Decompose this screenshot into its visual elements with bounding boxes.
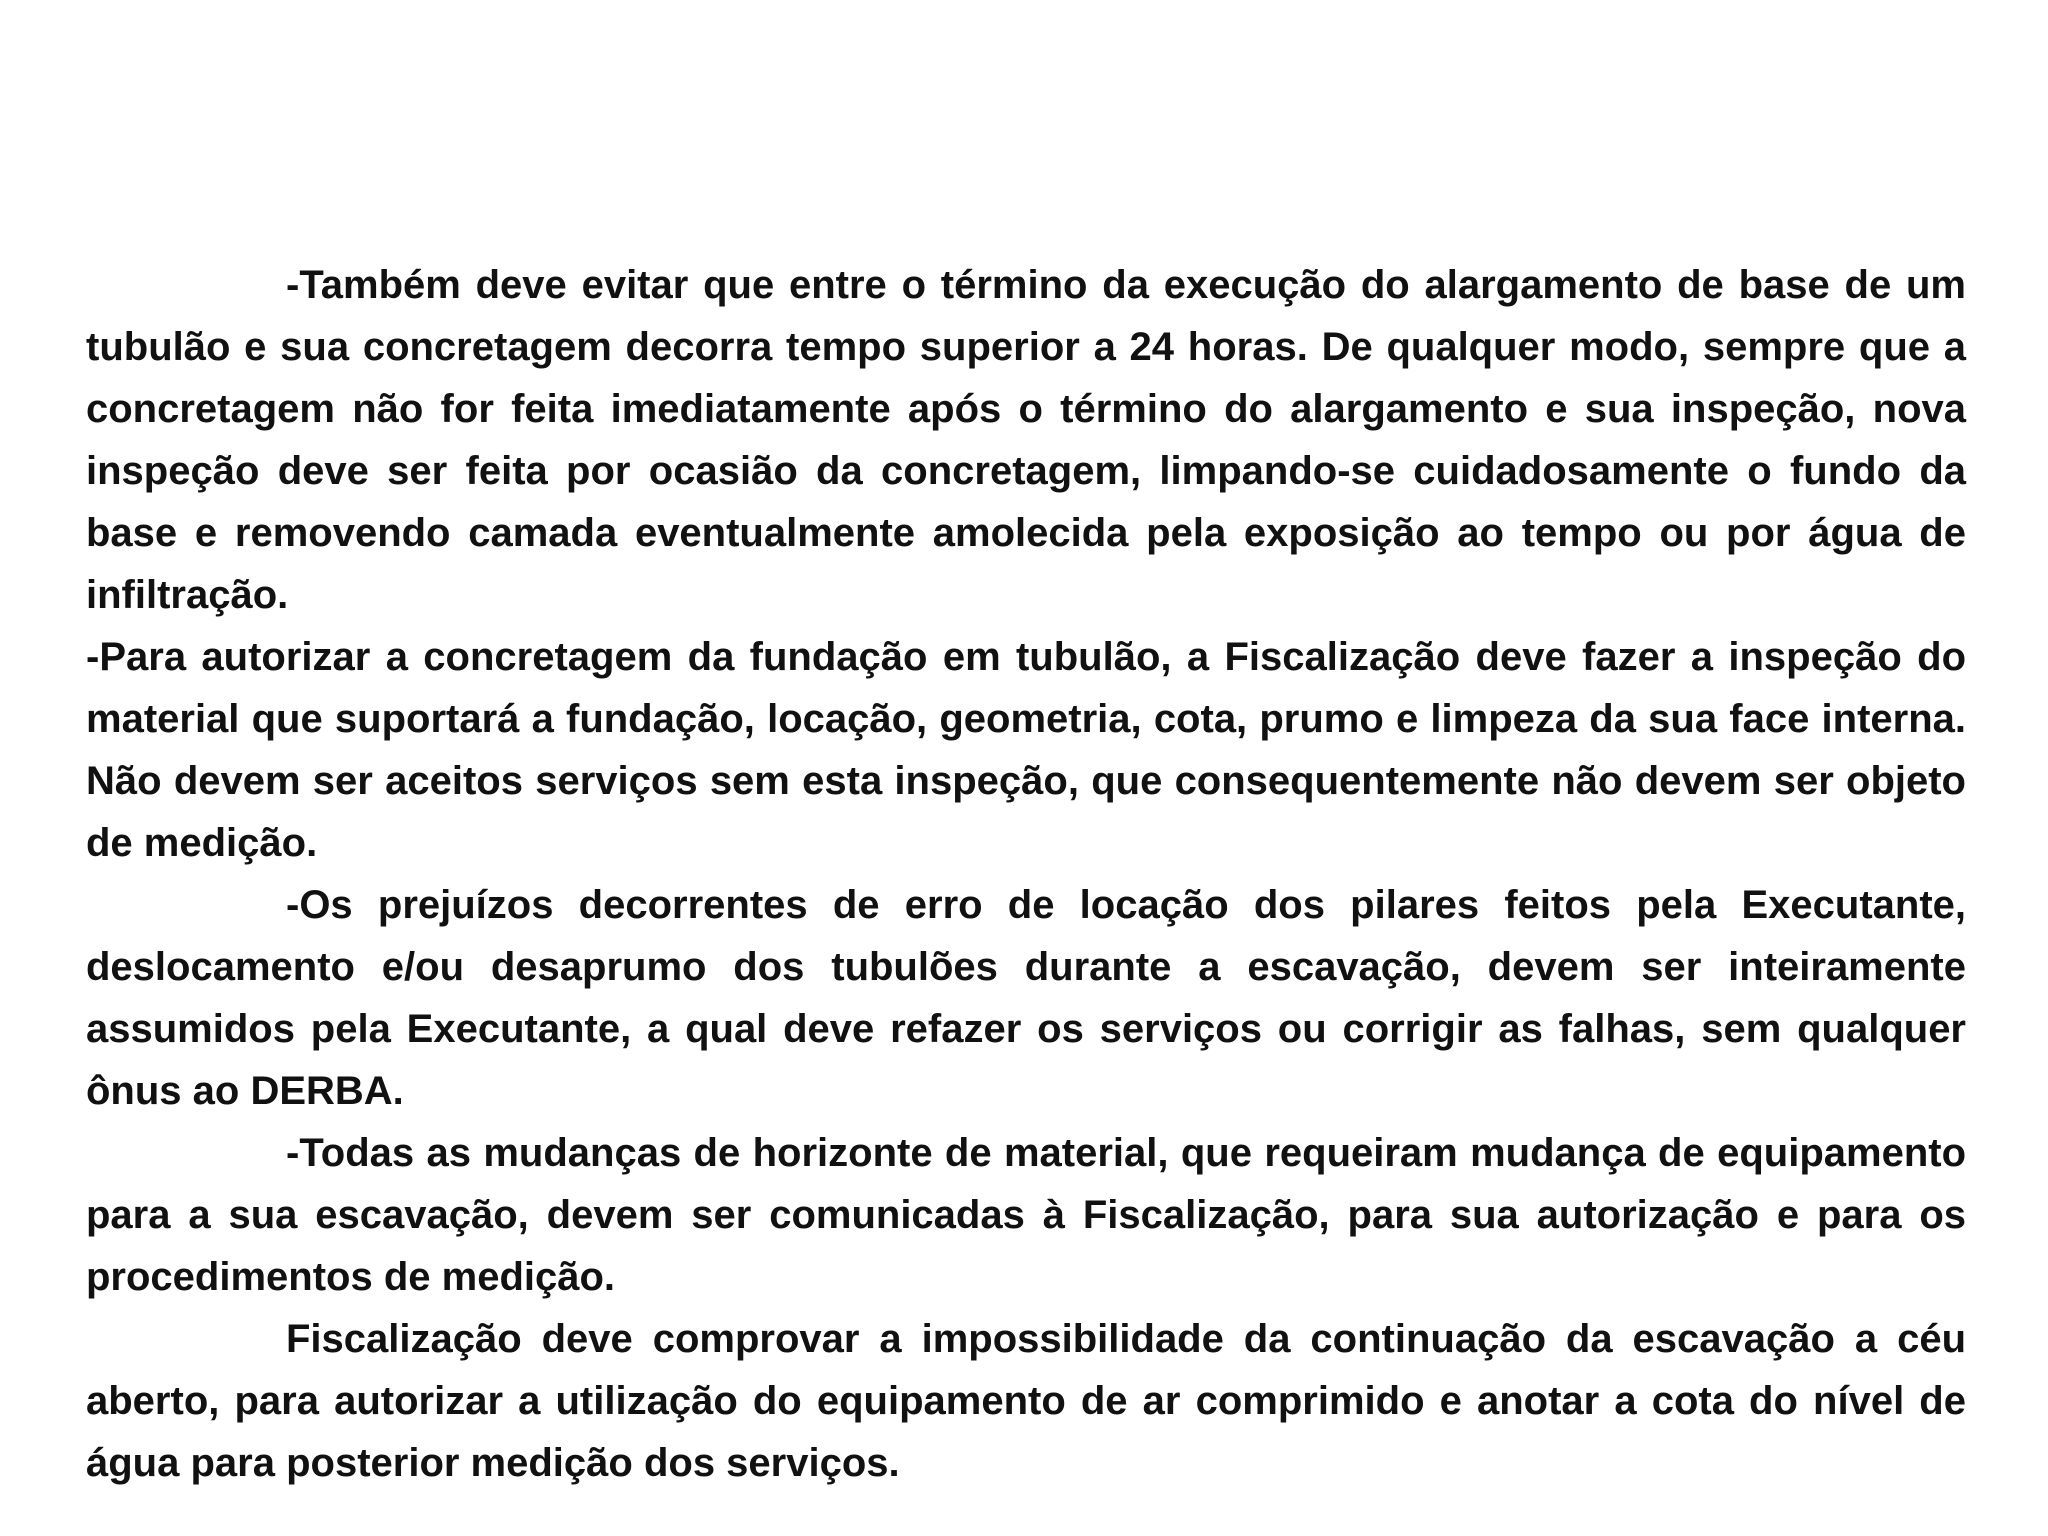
paragraph-4: -Todas as mudanças de horizonte de material, que requeiram mudança de equipamento para a sua escavação, devem ser comunicadas à Fiscalização, para sua autorização e para os procedimentos de medição. [86,1131,1966,1299]
document-body [86,254,1966,1494]
paragraph-1: -Também deve evitar que entre o término da execução do alargamento de base de um tubulão e sua concretagem decorra tempo superior a 24 horas. De qualquer modo, sempre que a concretagem não for feita imediatamente após o término do alargamento e sua inspeção, nova inspeção deve ser feita por ocasião da concretagem, limpando-se cuidadosamente o fundo da base e removendo camada eventualmente amolecida pela exposição ao tempo ou por água de infiltração. [86,263,1966,617]
paragraph-3: -Os prejuízos decorrentes de erro de locação dos pilares feitos pela Executante, deslocamento e/ou desaprumo dos tubulões durante a escavação, devem ser inteiramente assumidos pela Executante, a qual deve refazer os serviços ou corrigir as falhas, sem qualquer ônus ao DERBA. [86,883,1966,1113]
paragraph-5: Fiscalização deve comprovar a impossibilidade da continuação da escavação a céu aberto, para autorizar a utilização do equipamento de ar comprimido e anotar a cota do nível de água para posterior medição dos serviços. [86,1317,1966,1485]
paragraph-2: -Para autorizar a concretagem da fundação em tubulão, a Fiscalização deve fazer a inspeção do material que suportará a fundação, locação, geometria, cota, prumo e limpeza da sua face interna. Não devem ser aceitos serviços sem esta inspeção, que consequentemente não devem ser objeto de medição. [86,635,1966,865]
